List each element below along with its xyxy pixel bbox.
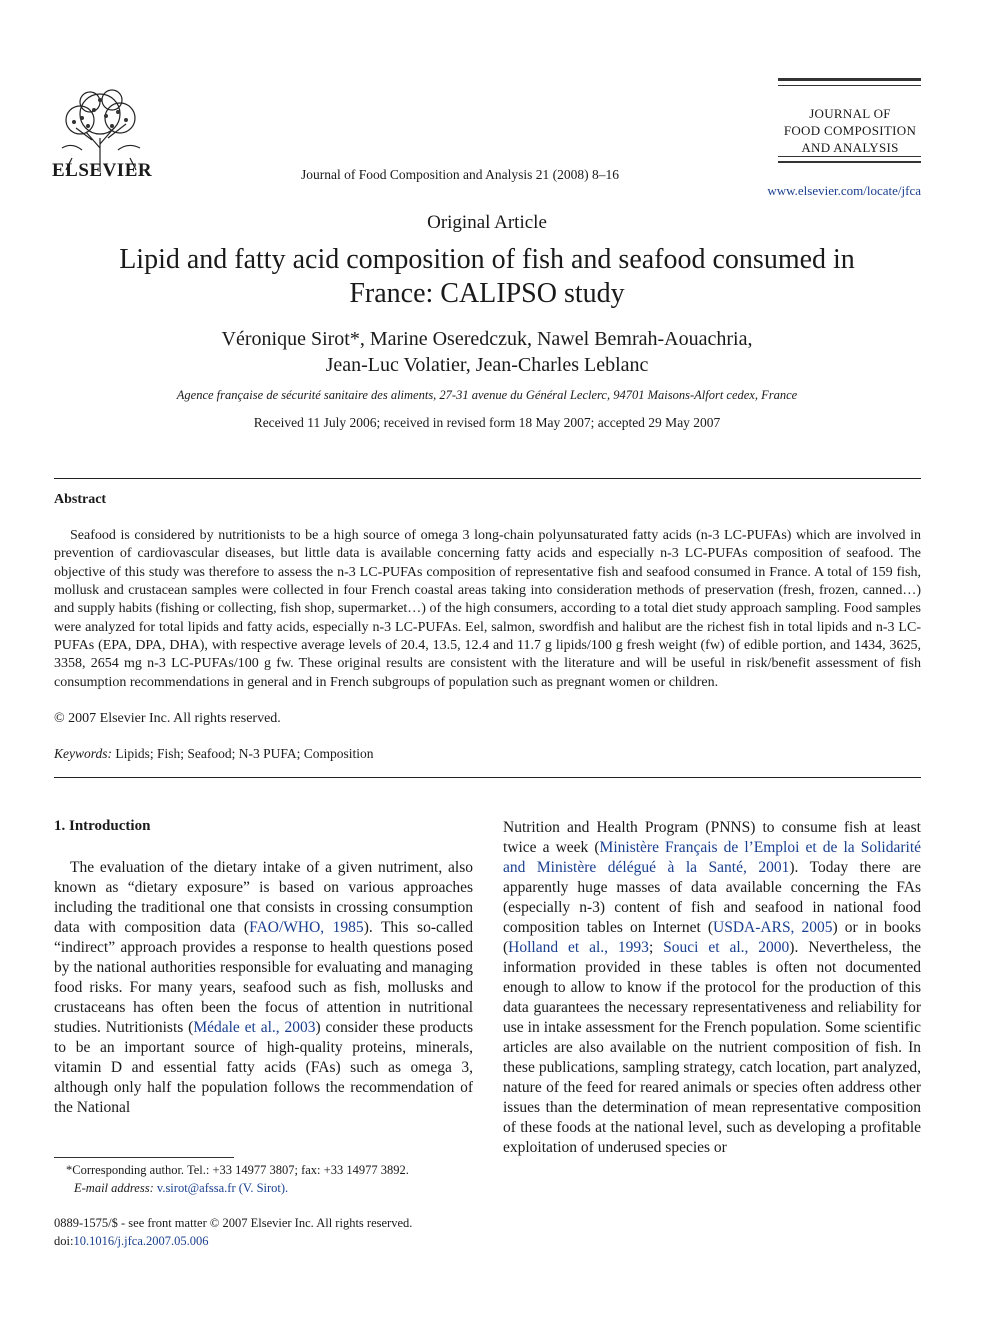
- article-type: Original Article: [427, 212, 547, 233]
- abstract-copyright: © 2007 Elsevier Inc. All rights reserved.: [54, 711, 281, 726]
- author-list: [60, 326, 914, 378]
- keywords-label: Keywords:: [54, 746, 112, 761]
- affiliation: Agence française de sécurité sanitaire des aliments, 27-31 avenue du Général Leclerc, 94701 Maisons-Alfort cedex, France: [176, 388, 798, 402]
- keywords-list: Lipids; Fish; Seafood; N-3 PUFA; Composition: [115, 746, 374, 761]
- reference-link[interactable]: Ministère Français de l’Emploi et de la Solidarité and Ministère délégué à la Santé, 2001: [503, 839, 921, 876]
- intro-right-column: [503, 818, 921, 1158]
- article-title: [60, 243, 914, 311]
- reference-separator: ;: [648, 939, 664, 956]
- intro-left-column: [54, 858, 473, 1118]
- doi-label: doi:: [54, 1234, 74, 1248]
- intro-text: ) or in books (: [503, 919, 922, 956]
- intro-text: ). This so-called “indirect” approach provides a response to health questions posed by the national authorities responsible for evaluating and managing food risks. For many years, seafood such as fish, mollusks and crustaceans has often been the focus of attention in nutritional studies. Nutritionists (: [54, 919, 473, 1036]
- email-note: [54, 1180, 493, 1197]
- email-label: E-mail address:: [74, 1181, 154, 1195]
- journal-box-rule: [778, 156, 921, 157]
- keywords: [54, 746, 374, 762]
- reference-link[interactable]: Holland et al., 1993: [508, 939, 649, 956]
- journal-box-rule: [778, 78, 921, 81]
- intro-text: ) consider these products to be an important source of high-quality proteins, minerals, vitamin D and essential fatty acids (FAs) such as omega 3, although only half the population follows the recommendation of the National: [54, 1019, 473, 1116]
- journal-name-line: AND ANALYSIS: [801, 140, 899, 155]
- footnote-rule: [54, 1157, 234, 1158]
- abstract-heading: Abstract: [54, 492, 107, 507]
- reference-link[interactable]: Médale et al., 2003: [193, 1019, 316, 1036]
- author-line: Jean-Luc Volatier, Jean-Charles Leblanc: [325, 354, 649, 376]
- abstract-top-rule: [54, 478, 921, 479]
- doi-line: [54, 1233, 209, 1250]
- issn-line: 0889-1575/$ - see front matter © 2007 Elsevier Inc. All rights reserved.: [54, 1216, 413, 1230]
- journal-citation: Journal of Food Composition and Analysis 21 (2008) 8–16: [301, 167, 619, 182]
- abstract-text: Seafood is considered by nutritionists to be a high source of omega 3 long-chain polyunsaturated fatty acids (n-3 LC-PUFAs) which are involved in prevention of cardiovascular diseases, but little data is available concerning fatty acids and especially n-3 LC-PUFAs composition of seafood. The objective of this study was therefore to assess the n-3 LC-PUFAs composition of representative fish and seafood consumed in France. A total of 159 fish, mollusk and crustacean samples were collected in four French coastal areas taking into consideration methods of preservation (fresh, frozen, canned…) and supply habits (fishing or collecting, fish shop, supermarket…) of the high consumers, according to a total diet study approach sampling. Food samples were analyzed for total lipids and fatty acids, especially n-3 LC-PUFAs. Eel, salmon, swordfish and halibut are the richest fish in total lipids and n-3 LC-PUFAs (EPA, DPA, DHA), with respective average levels of 20.4, 13.5, 12.4 and 11.7 g lipids/100 g fresh weight (fw) of edible portion, and 1434, 3625, 3358, 2654 mg n-3 LC-PUFAs/100 g fw. These original results are consistent with the literature and will be useful in risk/benefit assessment of fish consumption recommendations in general and in French subgroups of population such as pregnant women or children.: [54, 528, 921, 690]
- reference-link[interactable]: FAO/WHO, 1985: [249, 919, 364, 936]
- intro-text: ). Today there are apparently huge masses of data available concerning the FAs (especially n-3) content of fish and seafood in national food composition tables on Internet (: [503, 859, 922, 936]
- intro-text: Nutrition and Health Program (PNNS) to consume fish at least twice a week (: [503, 819, 921, 856]
- journal-box-rule: [778, 85, 921, 86]
- email-link[interactable]: v.sirot@afssa.fr (V. Sirot).: [156, 1181, 289, 1195]
- author-line: Véronique Sirot*, Marine Oseredczuk, Nawel Bemrah-Aouachria,: [221, 328, 753, 350]
- reference-link[interactable]: USDA-ARS, 2005: [713, 919, 833, 936]
- journal-name-line: JOURNAL OF: [809, 106, 891, 121]
- received-dates: Received 11 July 2006; received in revised form 18 May 2007; accepted 29 May 2007: [253, 415, 721, 430]
- journal-url-link[interactable]: www.elsevier.com/locate/jfca: [767, 183, 921, 198]
- journal-name-line: FOOD COMPOSITION: [783, 123, 917, 138]
- reference-link[interactable]: Souci et al., 2000: [663, 939, 790, 956]
- article-title-line: France: CALIPSO study: [349, 278, 625, 309]
- article-title-line: Lipid and fatty acid composition of fish and seafood consumed in: [119, 244, 855, 275]
- journal-name-box: [770, 105, 930, 156]
- keywords-bottom-rule: [54, 777, 921, 778]
- doi-link[interactable]: 10.1016/j.jfca.2007.05.006: [73, 1234, 209, 1248]
- journal-box-rule: [778, 161, 921, 163]
- corresponding-author-note: *Corresponding author. Tel.: +33 14977 3807; fax: +33 14977 3892.: [66, 1163, 409, 1177]
- publisher-logo-text: ELSEVIER: [52, 160, 153, 181]
- section-heading-introduction: 1. Introduction: [54, 818, 151, 834]
- intro-text: ). Nevertheless, the information provided in these tables is often not documented enough to allow to know if the protocol for the production of this data guarantees the necessary representativeness and reliability for use in intake assessment for the French population. Some scientific articles are also available on the nutrient composition of fish. In these publications, sampling strategy, catch location, part analyzed, nature of the feed for reared animals or species often address other issues than the determination of mean representative composition of these foods at the national level, such as developing a profitable exploitation of underused species or: [503, 939, 921, 1156]
- intro-text: The evaluation of the dietary intake of a given nutriment, also known as “dietary exposure” is based on various approaches including the traditional one that consists in crossing consumption data with composition data (: [54, 859, 473, 936]
